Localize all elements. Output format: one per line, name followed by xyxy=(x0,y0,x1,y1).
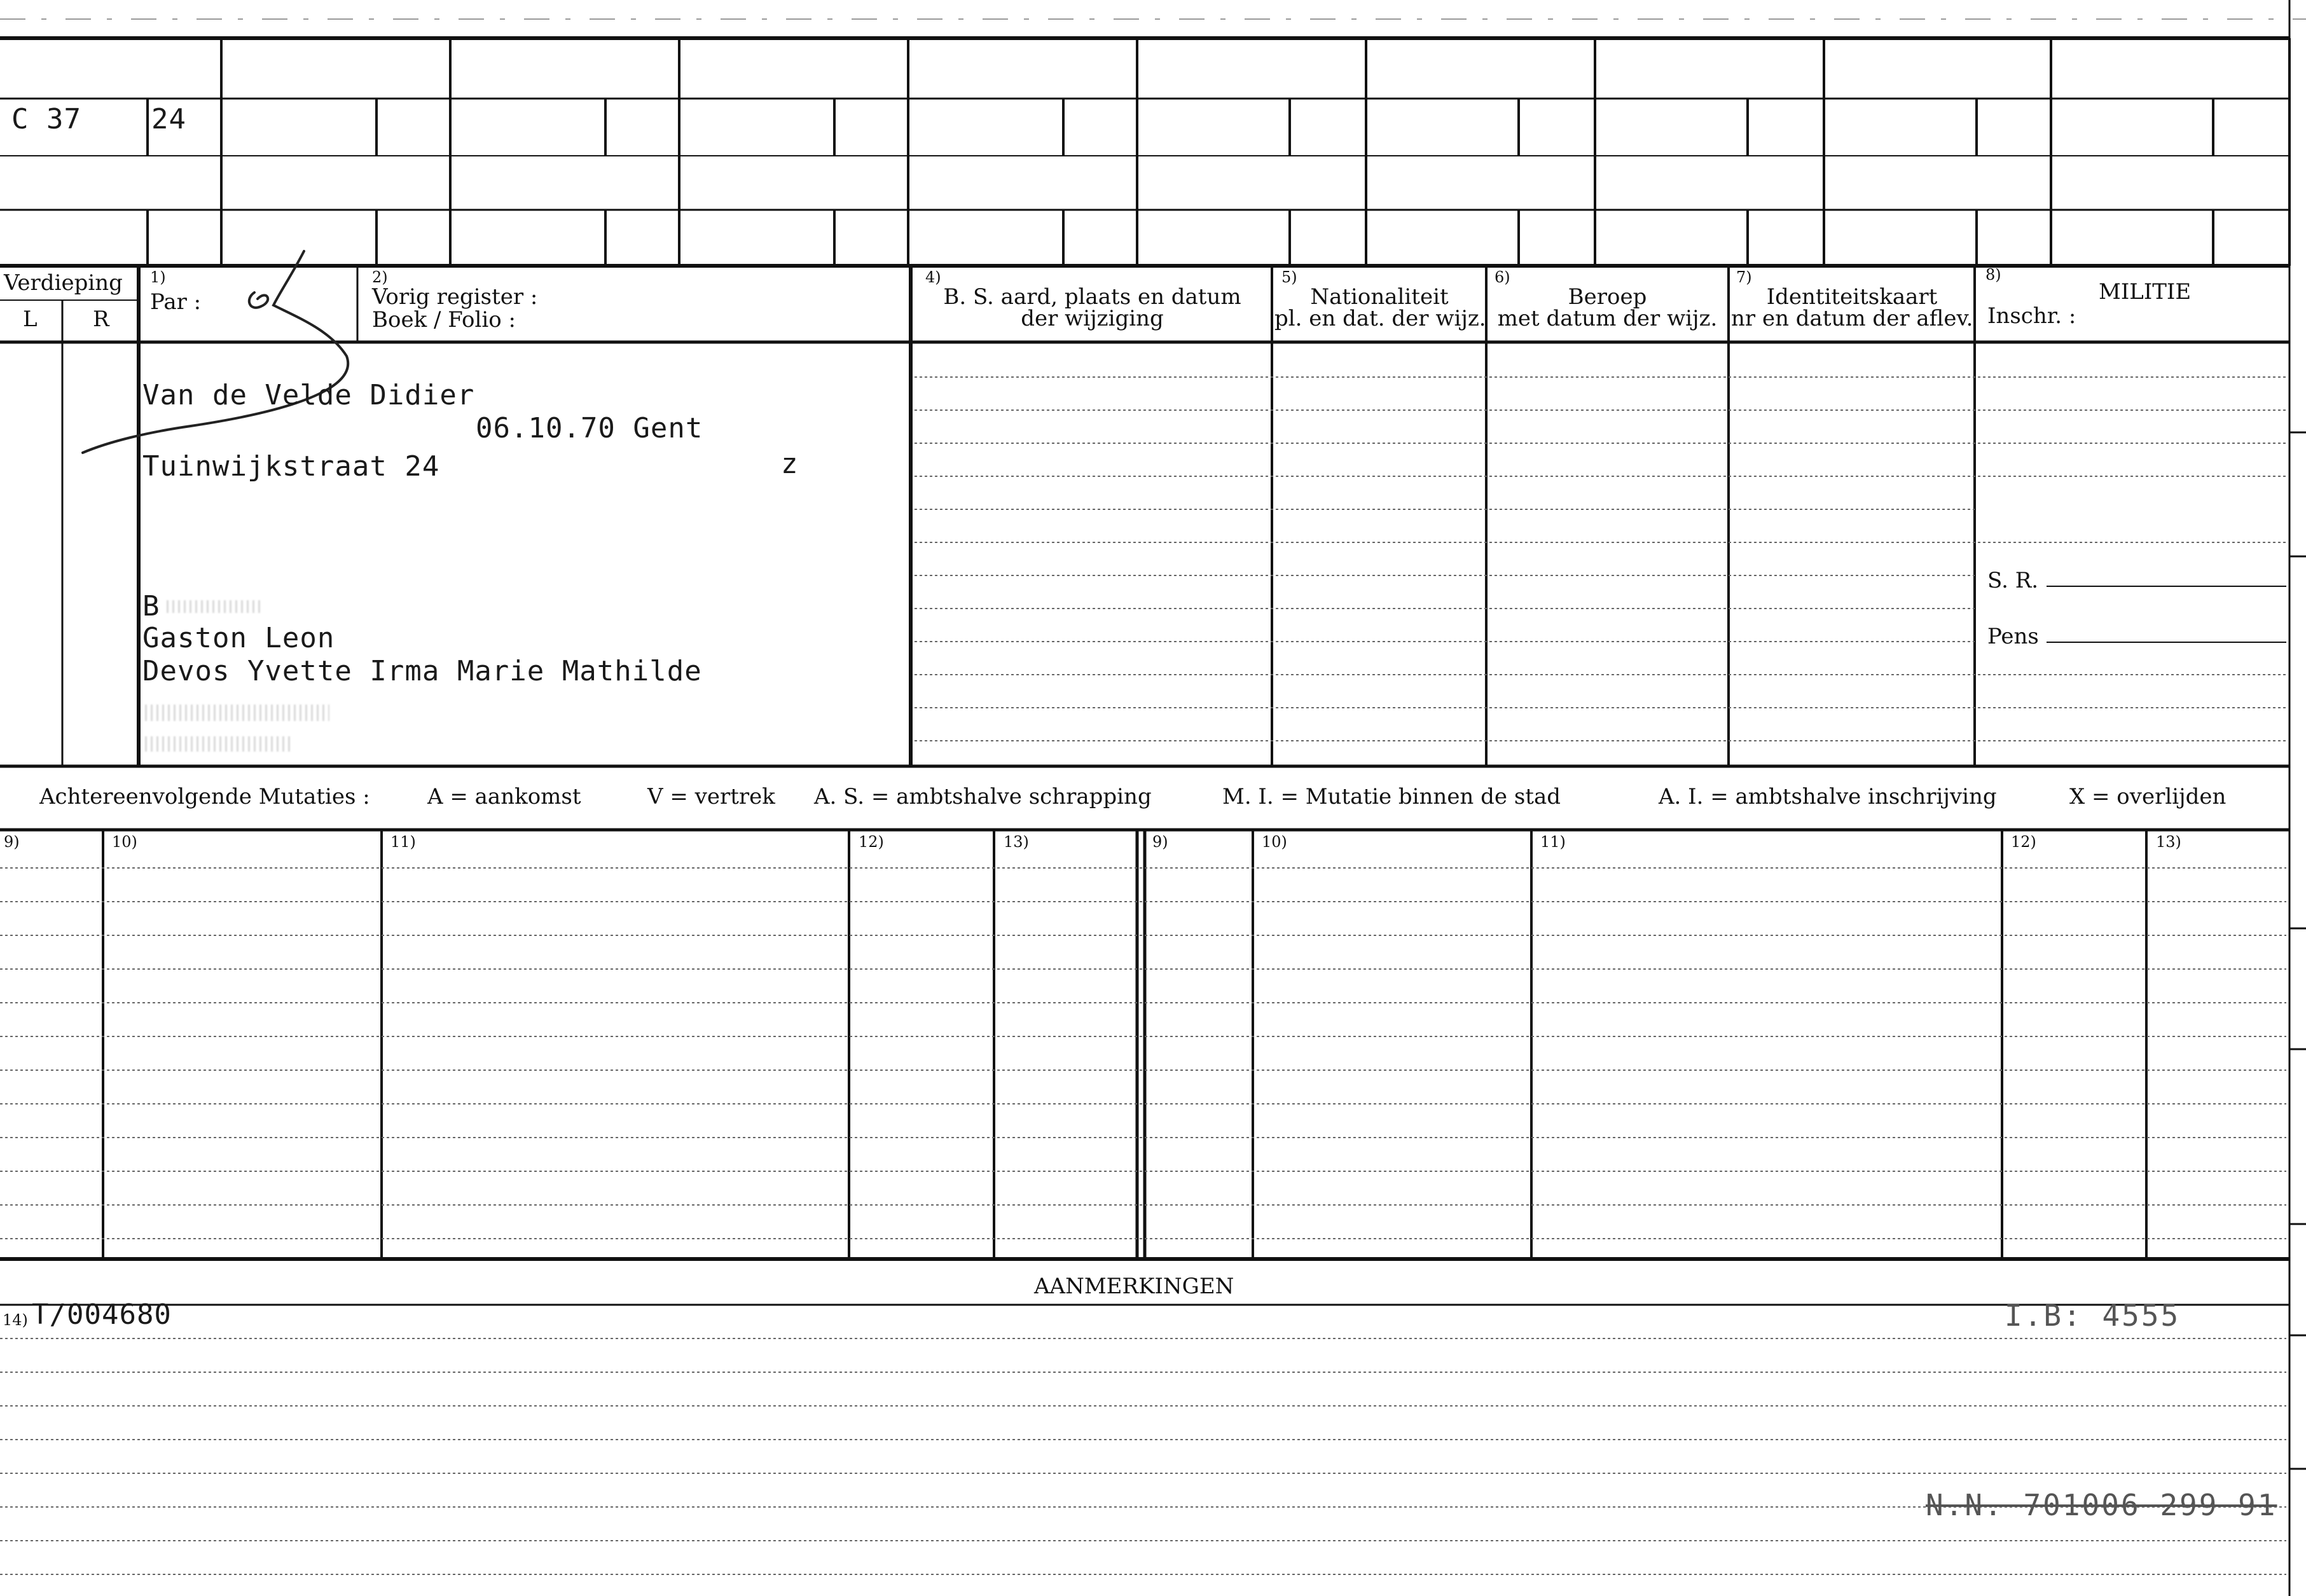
floor-left-label: L xyxy=(23,306,38,332)
remarks-title: AANMERKINGEN xyxy=(1034,1274,1234,1299)
col6-title: Beroep xyxy=(1568,284,1647,310)
militie-title: MILITIE xyxy=(2099,279,2192,305)
col4-number: 4) xyxy=(925,268,941,286)
col2-number: 2) xyxy=(372,268,388,286)
legend-ambtshalve-schrapping: A. S. = ambtshalve schrapping xyxy=(814,784,1152,809)
inschr-label: Inschr. : xyxy=(1987,303,2076,329)
floor-right-label: R xyxy=(93,306,109,332)
mut-col-number: 13) xyxy=(2156,833,2181,851)
col5-number: 5) xyxy=(1281,268,1297,286)
col5-subtitle: pl. en dat. der wijz. xyxy=(1274,306,1486,331)
legend-aankomst: A = aankomst xyxy=(427,784,581,809)
mutations-title: Achtereenvolgende Mutaties : xyxy=(39,784,370,809)
pens-label: Pens xyxy=(1987,624,2039,649)
edge-ticks xyxy=(2289,0,2306,1596)
par-label: Par : xyxy=(150,289,202,315)
col6-number: 6) xyxy=(1495,268,1510,286)
file-number: T/004680 xyxy=(32,1298,172,1331)
legend-mutatie-binnen-stad: M. I. = Mutatie binnen de stad xyxy=(1222,784,1561,809)
col6-subtitle: met datum der wijz. xyxy=(1497,306,1718,331)
col4-title: B. S. aard, plaats en datum xyxy=(943,284,1241,310)
grid-code: C 37 xyxy=(11,103,81,135)
col8-number: 8) xyxy=(1985,266,2001,284)
col7-title: Identiteitskaart xyxy=(1766,284,1938,310)
remarks-number: 14) xyxy=(3,1311,28,1329)
mut-col-number: 11) xyxy=(1540,833,1566,851)
mut-col-number: 10) xyxy=(1262,833,1287,851)
mother-name: Devos Yvette Irma Marie Mathilde xyxy=(142,655,702,687)
father-name: Gaston Leon xyxy=(142,622,335,654)
person-mark: z xyxy=(781,448,799,480)
main-table-rules xyxy=(0,266,2289,766)
ib-number: I.B: 4555 xyxy=(2005,1298,2181,1333)
mut-col-number: 9) xyxy=(4,833,20,851)
person-name: Van de Velde Didier xyxy=(142,379,475,411)
top-grid xyxy=(0,38,2289,266)
mut-col-number: 10) xyxy=(112,833,137,851)
col7-number: 7) xyxy=(1736,268,1752,286)
mut-col-number: 12) xyxy=(2011,833,2036,851)
person-address: Tuinwijkstraat 24 xyxy=(142,450,440,483)
col4-subtitle: der wijziging xyxy=(1021,306,1164,331)
mut-col-number: 13) xyxy=(1004,833,1029,851)
mut-col-number: 12) xyxy=(859,833,884,851)
mutations-rules xyxy=(0,830,2289,1259)
person-initial: B xyxy=(142,590,160,623)
redacted-text xyxy=(167,600,262,613)
person-birth: 06.10.70 Gent xyxy=(476,412,703,444)
redacted-text xyxy=(145,736,291,752)
mut-col-number: 9) xyxy=(1152,833,1168,851)
national-number: N.N. 701006 299 91 xyxy=(1926,1488,2277,1522)
sr-label: S. R. xyxy=(1987,568,2039,593)
col5-title: Nationaliteit xyxy=(1310,284,1449,310)
legend-overlijden: X = overlijden xyxy=(2069,784,2227,809)
col7-subtitle: nr en datum der aflev. xyxy=(1731,306,1973,331)
verdieping-label: Verdieping xyxy=(4,270,123,296)
vorig-register-label: Vorig register : xyxy=(372,284,538,310)
boek-folio-label: Boek / Folio : xyxy=(372,307,516,333)
remarks-rules xyxy=(0,1305,2289,1574)
legend-vertrek: V = vertrek xyxy=(647,784,775,809)
legend-ambtshalve-inschrijving: A. I. = ambtshalve inschrijving xyxy=(1659,784,1997,809)
col1-number: 1) xyxy=(150,268,166,286)
mut-col-number: 11) xyxy=(390,833,416,851)
redacted-text xyxy=(145,705,329,721)
grid-number: 24 xyxy=(151,103,186,135)
